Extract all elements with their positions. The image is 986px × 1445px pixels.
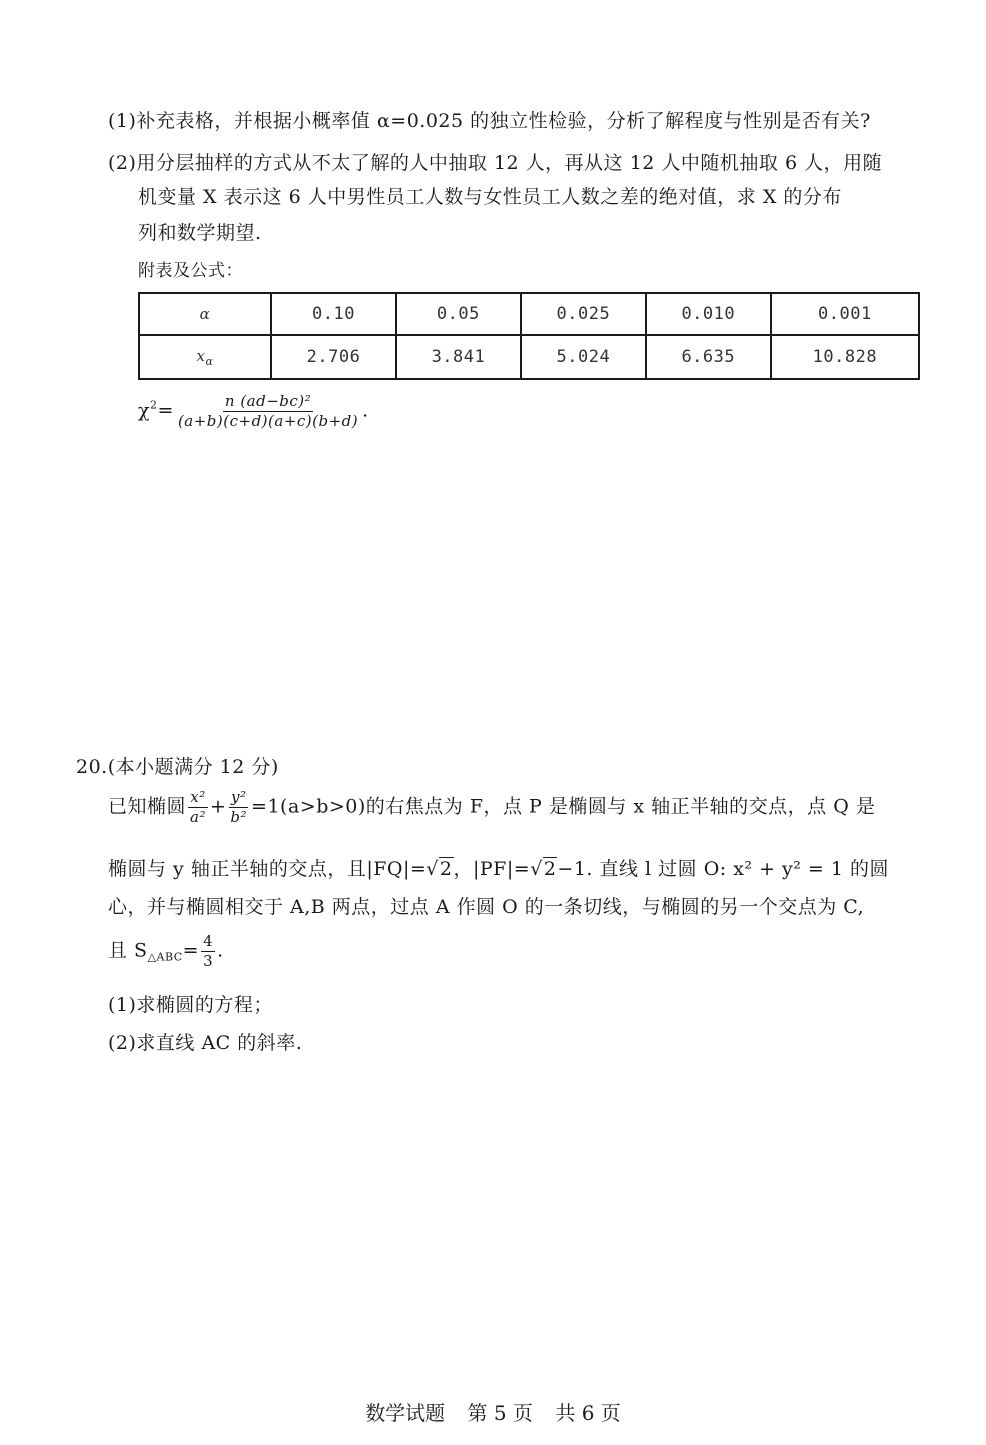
page-footer [0, 1397, 986, 1426]
q19-part2-line1: (2)用分层抽样的方式从不太了解的人中抽取 12 人，再从这 12 人中随机抽取 6 人，用随 [108, 152, 883, 174]
table-cell: 0.001 [771, 293, 919, 335]
q20-l2-b: ，|PF|= [453, 858, 531, 880]
formula-denominator: (a+b)(c+d)(a+c)(b+d) [177, 412, 359, 430]
table-cell: 3.841 [396, 335, 521, 379]
ellipse-x-den: a² [190, 808, 206, 826]
q20-l4-sub: △ABC [147, 950, 183, 964]
ellipse-x-num: x² [190, 788, 206, 806]
area-fraction [201, 934, 215, 969]
table-cell-alpha-label: α [139, 293, 271, 335]
q20-l4-a: 且 S [108, 939, 148, 962]
ellipse-x-term [188, 790, 208, 825]
q20-l4-eq: = [182, 939, 200, 962]
q20-line4 [108, 934, 224, 969]
q20-l1-b: =1(a>b>0)的右焦点为 F，点 P 是椭圆与 x 轴正半轴的交点，点 Q 是 [251, 795, 876, 818]
table-cell: 2.706 [271, 335, 396, 379]
sqrt-sign: √ [530, 858, 543, 880]
q20-l4-end: . [217, 939, 224, 962]
q20-line3: 心，并与椭圆相交于 A,B 两点，过点 A 作圆 O 的一条切线，与椭圆的另一个交点为 C, [108, 896, 865, 918]
table-cell: 0.010 [646, 293, 771, 335]
formula-numerator: n (ad−bc)² [224, 392, 312, 410]
ellipse-y-den: b² [230, 808, 248, 826]
formula-lhs-sup: 2 [150, 398, 158, 412]
q20-l1-plus: + [209, 795, 227, 818]
table-cell: 0.025 [521, 293, 646, 335]
q20-line2 [108, 854, 889, 881]
formula-lhs: χ [138, 399, 151, 422]
q20-l1-a: 已知椭圆 [108, 795, 187, 818]
q20-part2: (2)求直线 AC 的斜率. [108, 1032, 303, 1054]
sqrt-radicand: 2 [439, 858, 453, 880]
table-cell: 10.828 [771, 335, 919, 379]
formula-fraction [176, 394, 360, 429]
table-cell: 5.024 [521, 335, 646, 379]
q19-part1: (1)补充表格，并根据小概率值 α=0.025 的独立性检验，分析了解程度与性别是否有关? [108, 110, 871, 132]
formula-end: . [362, 399, 369, 422]
table-cell: 0.10 [271, 293, 396, 335]
ellipse-y-term [228, 790, 249, 825]
q20-l2-c: −1. 直线 l 过圆 O: x² + y² = 1 的圆 [557, 858, 890, 880]
area-den: 3 [203, 952, 214, 970]
chi-square-formula [138, 394, 369, 429]
q19-part2-line2: 机变量 X 表示这 6 人中男性员工人数与女性员工人数之差的绝对值，求 X 的分布 [138, 186, 842, 208]
sqrt-sign: √ [426, 858, 439, 880]
x-label-sub: α [205, 354, 214, 368]
table-cell: 0.05 [396, 293, 521, 335]
table-row-alpha [139, 293, 919, 335]
footer-subject: 数学试题 [365, 1401, 446, 1425]
table-row-x [139, 335, 919, 379]
sqrt-radicand: 2 [543, 858, 557, 880]
q20-header: 20.(本小题满分 12 分) [76, 756, 279, 778]
q20-part1: (1)求椭圆的方程； [108, 994, 273, 1016]
appendix-label: 附表及公式： [138, 261, 243, 281]
table-cell-x-label [139, 335, 271, 379]
q20-l2-a: 椭圆与 y 轴正半轴的交点，且|FQ|= [108, 858, 427, 880]
q20-line1 [108, 790, 875, 825]
footer-total: 共 6 页 [555, 1401, 621, 1425]
ellipse-y-num: y² [230, 788, 247, 806]
critical-value-table [138, 292, 920, 380]
formula-eq: = [157, 399, 174, 422]
x-label: x [196, 346, 206, 365]
table-cell: 6.635 [646, 335, 771, 379]
q19-part2-line3: 列和数学期望. [138, 222, 262, 244]
footer-page: 第 5 页 [467, 1401, 533, 1425]
area-num: 4 [203, 932, 214, 950]
